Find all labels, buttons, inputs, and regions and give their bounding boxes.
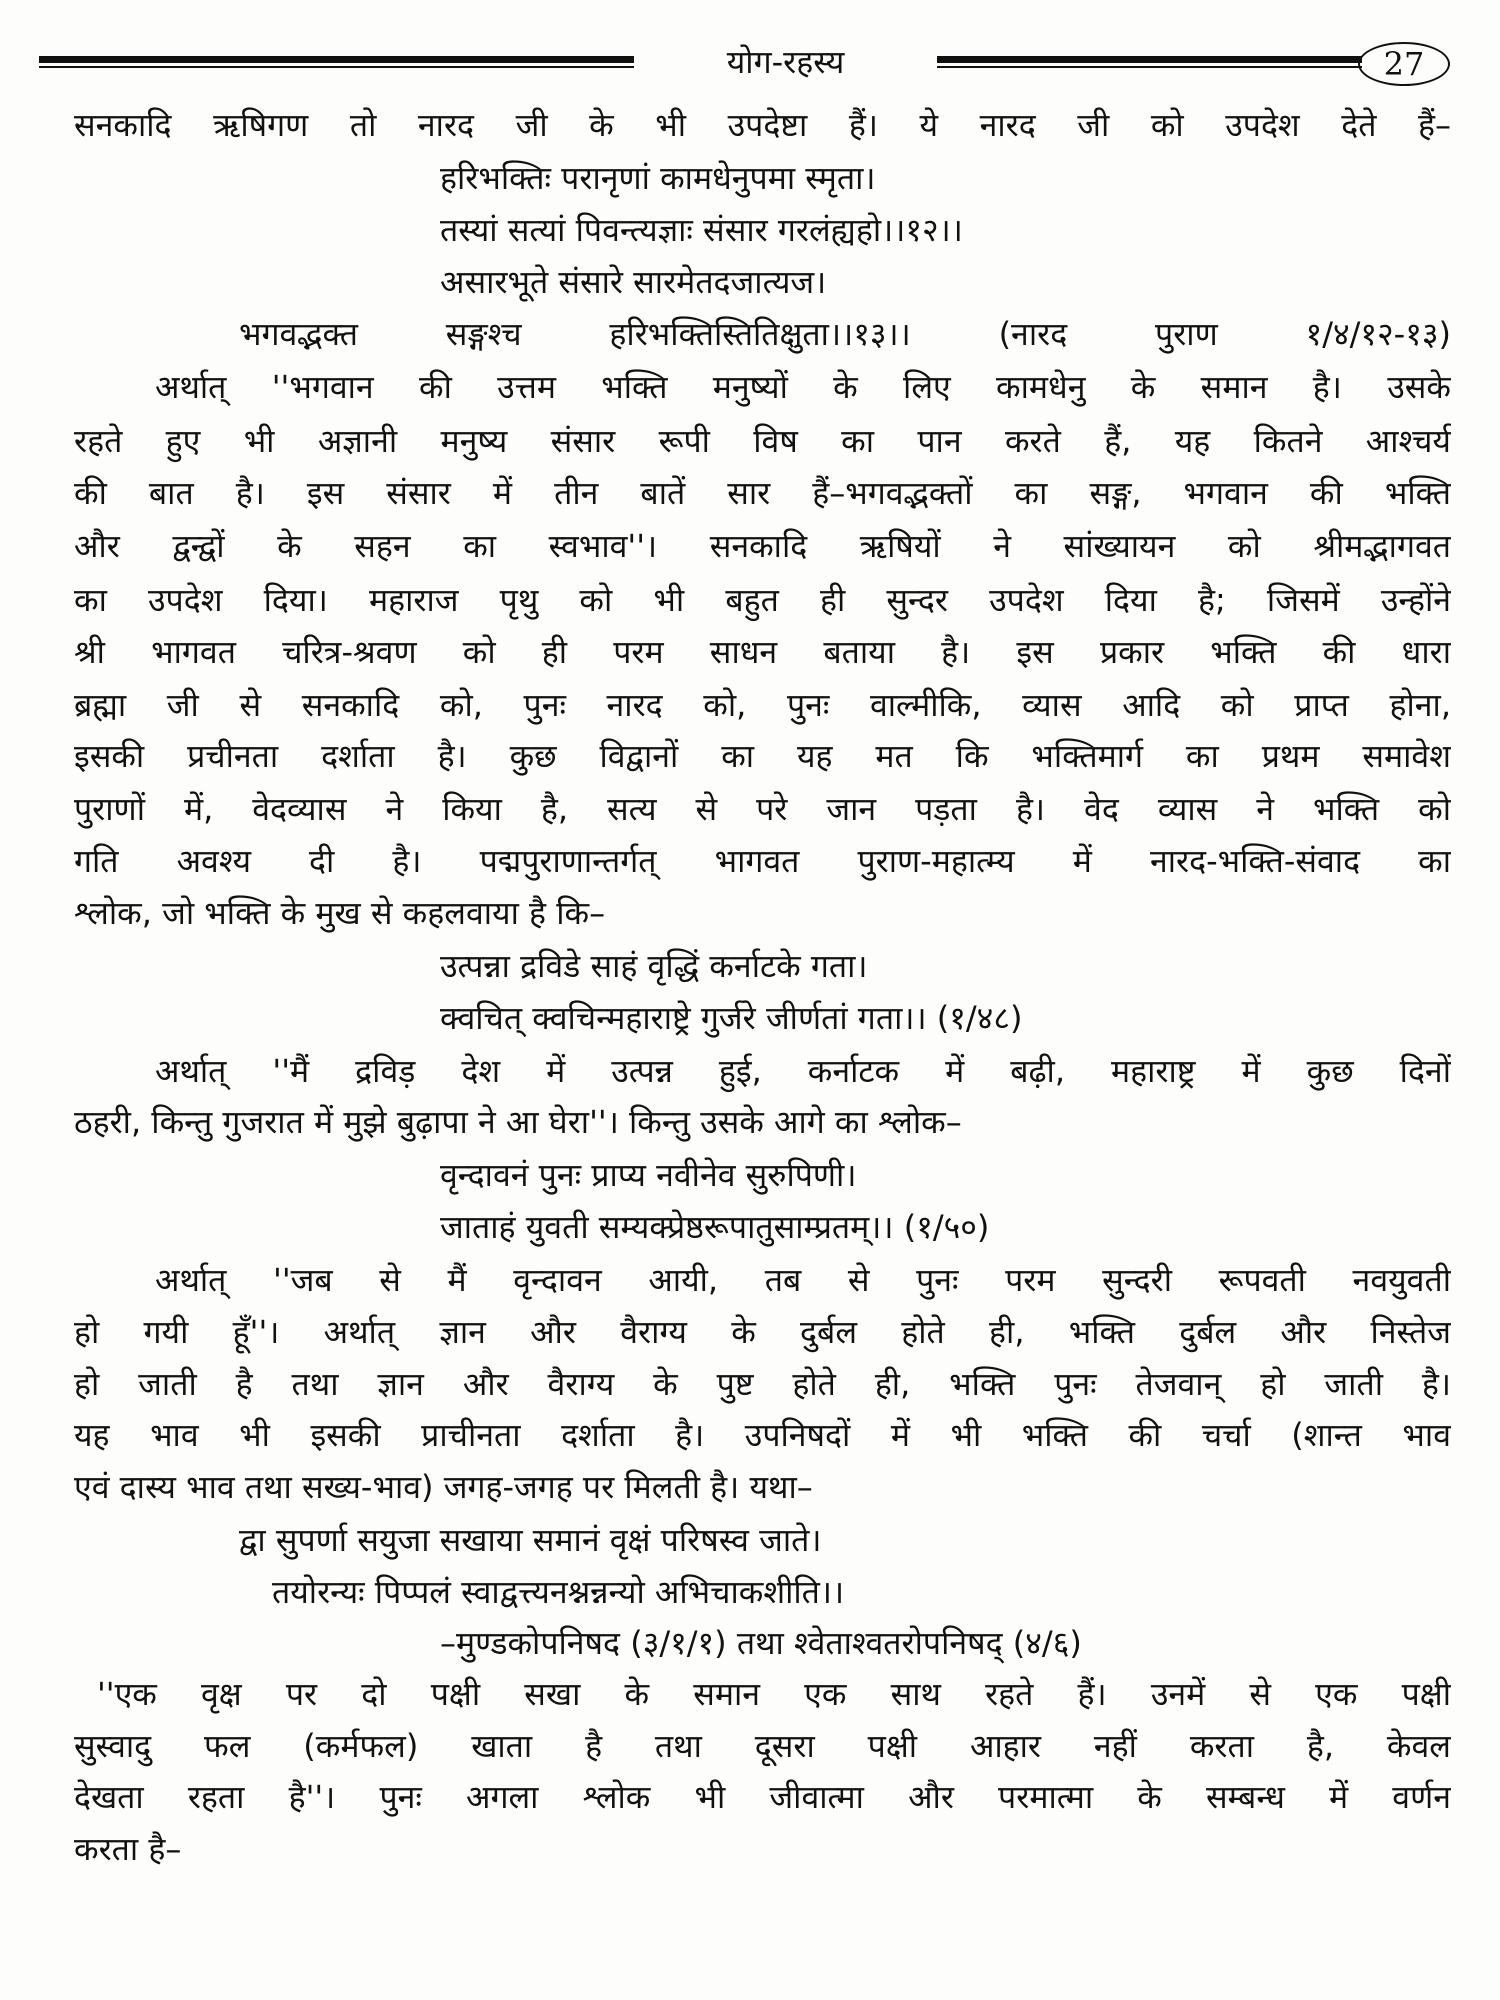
prose-line: ठहरी, किन्तु गुजरात में मुझे बुढ़ापा ने आ घेरा''। किन्तु उसके आगे का श्लोक– [74, 1103, 962, 1141]
prose-line: अर्थात् ''मैं द्रविड़ देश में उत्पन्न हुई, कर्नाटक में बढ़ी, महाराष्ट्र में कुछ दिनों [155, 1052, 1451, 1090]
verse-line: भगवद्भक्त सङ्गश्च हरिभक्तिस्तितिक्षुता।।१३।। (नारद पुराण १/४/१२-१३) [239, 315, 1451, 353]
prose-line: और द्वन्द्वों के सहन का स्वभाव''। सनकादि ऋषियों ने सांख्यायन को श्रीमद्भागवत [74, 527, 1451, 565]
prose-line: इसकी प्रचीनता दर्शाता है। कुछ विद्वानों का यह मत कि भक्तिमार्ग का प्रथम समावेश [74, 737, 1451, 775]
prose-line: की बात है। इस संसार में तीन बातें सार हैं–भगवद्भक्तों का सङ्ग, भगवान की भक्ति [74, 474, 1451, 512]
verse-line: तयोरन्यः पिप्पलं स्वाद्वत्त्यनश्नन्नन्यो अभिचाकशीति।। [272, 1573, 845, 1611]
prose-line: ब्रह्मा जी से सनकादि को, पुनः नारद को, पुनः वाल्मीकि, व्यास आदि को प्राप्त होना, [74, 686, 1451, 724]
header-rule-left [39, 56, 634, 70]
prose-line: पुराणों में, वेदव्यास ने किया है, सत्य से परे जान पड़ता है। वेद व्यास ने भक्ति को [74, 790, 1451, 828]
verse-line: उत्पन्ना द्रविडे साहं वृद्धिं कर्नाटके गता। [440, 947, 868, 985]
prose-line: रहते हुए भी अज्ञानी मनुष्य संसार रूपी विष का पान करते हैं, यह कितने आश्चर्य [74, 422, 1451, 460]
citation-line: –मुण्डकोपनिषद (३/१/१) तथा श्वेताश्वतरोपनिषद् (४/६) [440, 1624, 1082, 1662]
page-number: 27 [1358, 42, 1450, 86]
prose-line: हो गयी हूँ''। अर्थात् ज्ञान और वैराग्य के दुर्बल होते ही, भक्ति दुर्बल और निस्तेज [74, 1313, 1451, 1351]
prose-line: श्री भागवत चरित्र-श्रवण को ही परम साधन बताया है। इस प्रकार भक्ति की धारा [74, 633, 1451, 671]
prose-line: सुस्वादु फल (कर्मफल) खाता है तथा दूसरा पक्षी आहार नहीं करता है, केवल [74, 1727, 1451, 1765]
prose-line: अर्थात् ''जब से मैं वृन्दावन आयी, तब से पुनः परम सुन्दरी रूपवती नवयुवती [155, 1261, 1451, 1299]
verse-line: क्वचित् क्वचिन्महाराष्ट्रे गुर्जरे जीर्णतां गता।। (१/४८) [440, 999, 1023, 1037]
running-title: योग-रहस्य [726, 43, 845, 81]
verse-line: असारभूते संसारे सारमेतदजात्यज। [440, 263, 827, 301]
verse-line: तस्यां सत्यां पिवन्त्यज्ञाः संसार गरलंह्यहो।।१२।। [440, 211, 963, 249]
verse-line: द्वा सुपर्णा सयुजा सखाया समानं वृक्षं परिषस्व जाते। [239, 1521, 822, 1559]
prose-line: हो जाती है तथा ज्ञान और वैराग्य के पुष्ट होते ही, भक्ति पुनः तेजवान् हो जाती है। [74, 1365, 1451, 1403]
prose-line: श्लोक, जो भक्ति के मुख से कहलवाया है कि– [74, 894, 606, 932]
verse-line: वृन्दावनं पुनः प्राप्य नवीनेव सुरुपिणी। [440, 1156, 857, 1194]
prose-line: गति अवश्य दी है। पद्मपुराणान्तर्गत् भागवत पुराण-महात्म्य में नारद-भक्ति-संवाद का [74, 842, 1451, 880]
prose-line: देखता रहता है''। पुनः अगला श्लोक भी जीवात्मा और परमात्मा के सम्बन्ध में वर्णन [74, 1778, 1451, 1816]
verse-line: जाताहं युवती सम्यक्प्रेष्ठरूपातुसाम्प्रतम्।। (१/५०) [440, 1208, 990, 1246]
prose-line: एवं दास्य भाव तथा सख्य-भाव) जगह-जगह पर मिलती है। यथा– [74, 1468, 813, 1506]
verse-line: हरिभक्तिः परानृणां कामधेनुपमा स्मृता। [440, 159, 876, 197]
prose-line: सनकादि ऋषिगण तो नारद जी के भी उपदेष्टा हैं। ये नारद जी को उपदेश देते हैं– [74, 106, 1451, 144]
prose-line: करता है– [74, 1830, 182, 1868]
prose-line: अर्थात् ''भगवान की उत्तम भक्ति मनुष्यों के लिए कामधेनु के समान है। उसके [155, 368, 1451, 406]
header-rule-right [937, 56, 1362, 70]
prose-line: ''एक वृक्ष पर दो पक्षी सखा के समान एक साथ रहते हैं। उनमें से एक पक्षी [97, 1675, 1451, 1713]
prose-line: का उपदेश दिया। महाराज पृथु को भी बहुत ही सुन्दर उपदेश दिया है; जिसमें उन्होंने [74, 581, 1451, 619]
prose-line: यह भाव भी इसकी प्राचीनता दर्शाता है। उपनिषदों में भी भक्ति की चर्चा (शान्त भाव [74, 1416, 1451, 1454]
